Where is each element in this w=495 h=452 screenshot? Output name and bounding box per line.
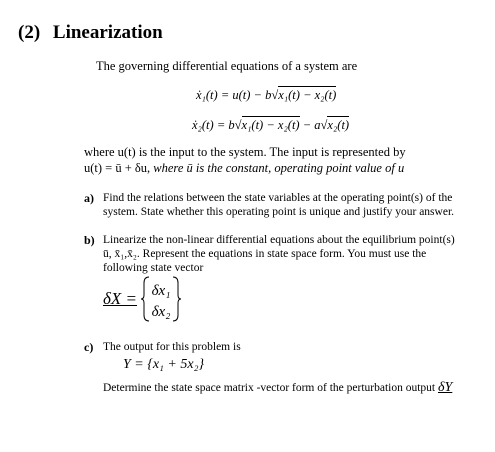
part-c-line-2: Determine the state space matrix -vector form of the perturbation output δY [103, 380, 453, 395]
section-title: Linearization [52, 22, 163, 43]
state-vector-top: δx₁ [151, 283, 171, 299]
equation-2: ẋ₂(t) = b√x₁(t) − x₂(t) − a√x₂(t) [192, 118, 350, 132]
where-line-2: u(t) = ū + δu, where ū is the constant, operating point value of u [84, 161, 405, 175]
equation-2-radicand-2: x₂(t) [327, 118, 350, 132]
state-vector-bottom: δx₂ [151, 304, 171, 320]
section-number: (2) [18, 22, 41, 43]
part-c-label: c) [84, 340, 94, 354]
where-paragraph [84, 144, 406, 176]
part-a-label: a) [84, 191, 94, 205]
state-vector-lhs: δX = [103, 289, 138, 308]
part-b-label: b) [84, 233, 95, 247]
state-vector [103, 275, 181, 323]
perturbation-output: δY [437, 380, 453, 395]
output-equation: Y = {x₁ + 5x₂} [123, 357, 205, 372]
equation-2-radicand-1: x₁(t) − x₂(t) [241, 118, 300, 132]
intro-text: The governing differential equations of a system are [96, 59, 358, 73]
part-c-line-1: The output for this problem is [103, 341, 241, 353]
equation-1: ẋ₁(t) = u(t) − b√x₁(t) − x₂(t) [196, 88, 337, 102]
where-line-1: where u(t) is the input to the system. The input is represented by [84, 145, 406, 159]
state-vector-braces [141, 275, 181, 323]
part-b-text: Linearize the non-linear differential equations about the equilibrium point(s) ū, x̄₁,x̄₂. Represent the equations in state space form. You must use the following state vector [103, 234, 455, 274]
section-heading [18, 22, 163, 44]
part-a-text: Find the relations between the state variables at the operating point(s) of the system. State whether this operating point is unique and justify your answer. [103, 192, 455, 218]
equation-1-radicand: x₁(t) − x₂(t) [278, 88, 337, 102]
